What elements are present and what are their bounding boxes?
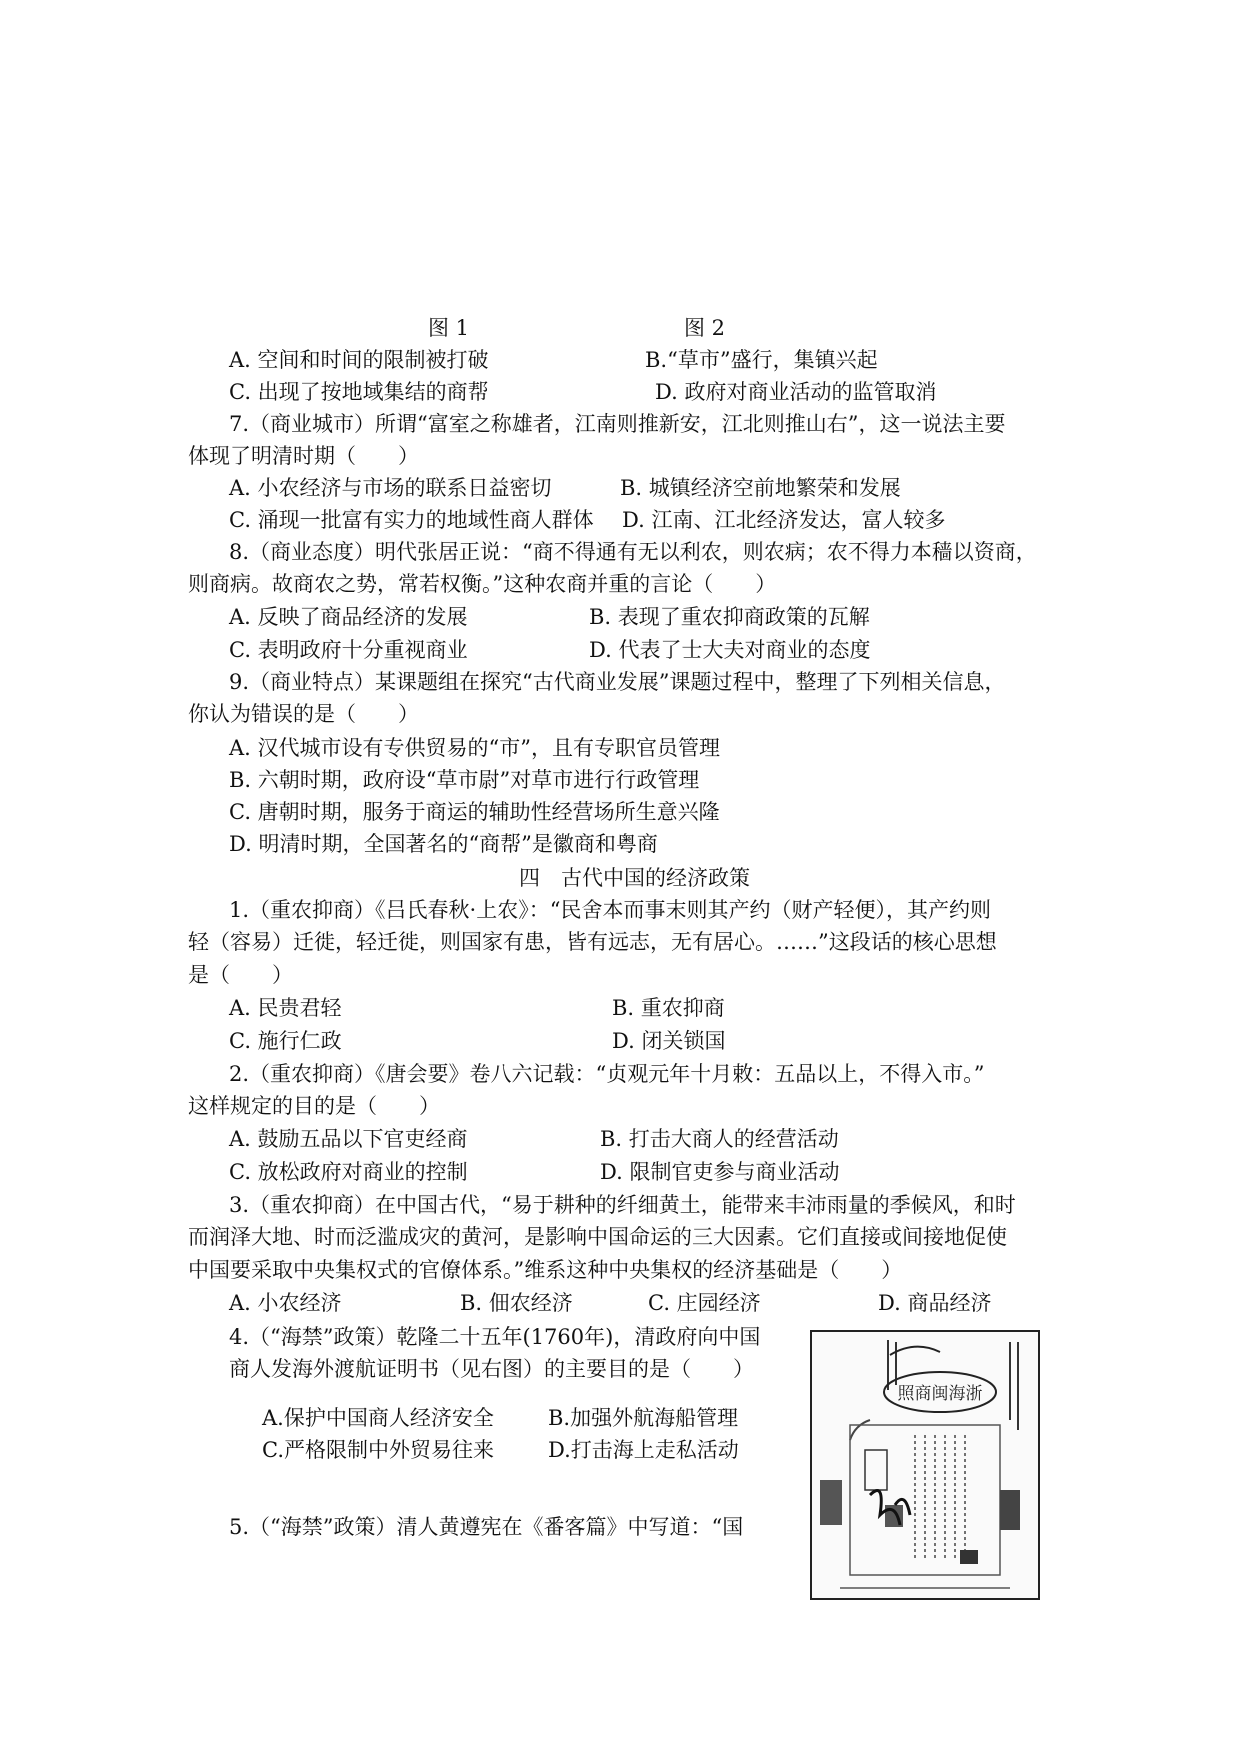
s4-q4-option-a: A.保护中国商人经济安全 — [262, 1406, 494, 1430]
s4-q2-option-a: A. 鼓励五品以下官吏经商 — [229, 1127, 468, 1151]
s4-q4-option-c: C.严格限制中外贸易往来 — [262, 1438, 494, 1462]
q8-stem-line2: 则商病。故商农之势，常若权衡。”这种农商并重的言论（ ） — [188, 572, 777, 596]
q8-option-c: C. 表明政府十分重视商业 — [229, 638, 468, 662]
figure-2-caption: 图 2 — [684, 316, 726, 340]
s4-q1-option-b: B. 重农抑商 — [612, 996, 725, 1020]
q9-option-b: B. 六朝时期，政府设“草市尉”对草市进行行政管理 — [229, 768, 700, 792]
s4-q4-stem-line2: 商人发海外渡航证明书（见右图）的主要目的是（ ） — [229, 1357, 754, 1381]
s4-q1-stem-line1: 1.（重农抑商）《吕氏春秋·上农》：“民舍本而事末则其产约（财产轻便），其产约则 — [229, 898, 991, 922]
q7-option-b: B. 城镇经济空前地繁荣和发展 — [620, 476, 901, 500]
q7-option-c: C. 涌现一批富有实力的地域性商人群体 — [229, 508, 594, 532]
s4-q1-stem-line2: 轻（容易）迁徙，轻迁徙，则国家有患，皆有远志，无有居心。……”这段话的核心思想 — [188, 930, 997, 954]
q8-option-a: A. 反映了商品经济的发展 — [229, 605, 468, 629]
navigation-certificate-image — [810, 1330, 1040, 1600]
q9-option-a: A. 汉代城市设有专供贸易的“市”，且有专职官员管理 — [229, 736, 720, 760]
q7-option-d: D. 江南、江北经济发达，富人较多 — [622, 508, 946, 532]
s4-q3-option-d: D. 商品经济 — [878, 1291, 992, 1315]
q6-option-c: C. 出现了按地域集结的商帮 — [229, 380, 489, 404]
s4-q2-stem-line2: 这样规定的目的是（ ） — [188, 1094, 440, 1118]
s4-q1-option-c: C. 施行仁政 — [229, 1029, 342, 1053]
q8-option-b: B. 表现了重农抑商政策的瓦解 — [589, 605, 870, 629]
section-title: 四 古代中国的经济政策 — [519, 866, 750, 890]
s4-q3-stem-line2: 而润泽大地、时而泛滥成灾的黄河，是影响中国命运的三大因素。它们直接或间接地促使 — [188, 1225, 1007, 1249]
s4-q4-stem-line1: 4.（“海禁”政策）乾隆二十五年(1760年)，清政府向中国 — [229, 1325, 761, 1349]
s4-q3-option-b: B. 佃农经济 — [460, 1291, 573, 1315]
s4-q4-option-b: B.加强外航海船管理 — [548, 1406, 739, 1430]
q9-stem-line2: 你认为错误的是（ ） — [188, 702, 419, 726]
q7-stem-line2: 体现了明清时期（ ） — [188, 444, 419, 468]
s4-q1-option-d: D. 闭关锁国 — [612, 1029, 726, 1053]
s4-q2-option-c: C. 放松政府对商业的控制 — [229, 1160, 468, 1184]
s4-q2-option-d: D. 限制官吏参与商业活动 — [600, 1160, 840, 1184]
s4-q3-option-c: C. 庄园经济 — [648, 1291, 761, 1315]
s4-q2-option-b: B. 打击大商人的经营活动 — [600, 1127, 839, 1151]
s4-q1-option-a: A. 民贵君轻 — [229, 996, 342, 1020]
s4-q5-stem-line1: 5.（“海禁”政策）清人黄遵宪在《番客篇》中写道：“国 — [229, 1515, 744, 1539]
certificate-seal-text: 照商闽海浙 — [897, 1384, 983, 1404]
q7-stem-line1: 7.（商业城市）所谓“富室之称雄者，江南则推新安，江北则推山右”，这一说法主要 — [229, 412, 1006, 436]
figure-1-caption: 图 1 — [428, 316, 470, 340]
q8-stem-line1: 8.（商业态度）明代张居正说：“商不得通有无以利农，则农病；农不得力本穑以资商， — [229, 540, 1037, 564]
s4-q4-option-d: D.打击海上走私活动 — [548, 1438, 739, 1462]
s4-q3-option-a: A. 小农经济 — [229, 1291, 342, 1315]
q6-option-a: A. 空间和时间的限制被打破 — [229, 348, 489, 372]
s4-q2-stem-line1: 2.（重农抑商）《唐会要》卷八六记载：“贞观元年十月敕：五品以上，不得入市。” — [229, 1062, 985, 1086]
s4-q3-stem-line3: 中国要采取中央集权式的官僚体系。”维系这种中央集权的经济基础是（ ） — [188, 1258, 903, 1282]
q7-option-a: A. 小农经济与市场的联系日益密切 — [229, 476, 552, 500]
q6-option-d: D. 政府对商业活动的监管取消 — [655, 380, 937, 404]
q8-option-d: D. 代表了士大夫对商业的态度 — [589, 638, 871, 662]
q9-option-c: C. 唐朝时期，服务于商运的辅助性经营场所生意兴隆 — [229, 800, 720, 824]
q9-option-d: D. 明清时期，全国著名的“商帮”是徽商和粤商 — [229, 832, 658, 856]
s4-q1-stem-line3: 是（ ） — [188, 963, 293, 987]
s4-q3-stem-line1: 3.（重农抑商）在中国古代，“易于耕种的纤细黄土，能带来丰沛雨量的季候风，和时 — [229, 1193, 1016, 1217]
q9-stem-line1: 9.（商业特点）某课题组在探究“古代商业发展”课题过程中，整理了下列相关信息， — [229, 670, 1006, 694]
q6-option-b: B.“草市”盛行，集镇兴起 — [645, 348, 878, 372]
